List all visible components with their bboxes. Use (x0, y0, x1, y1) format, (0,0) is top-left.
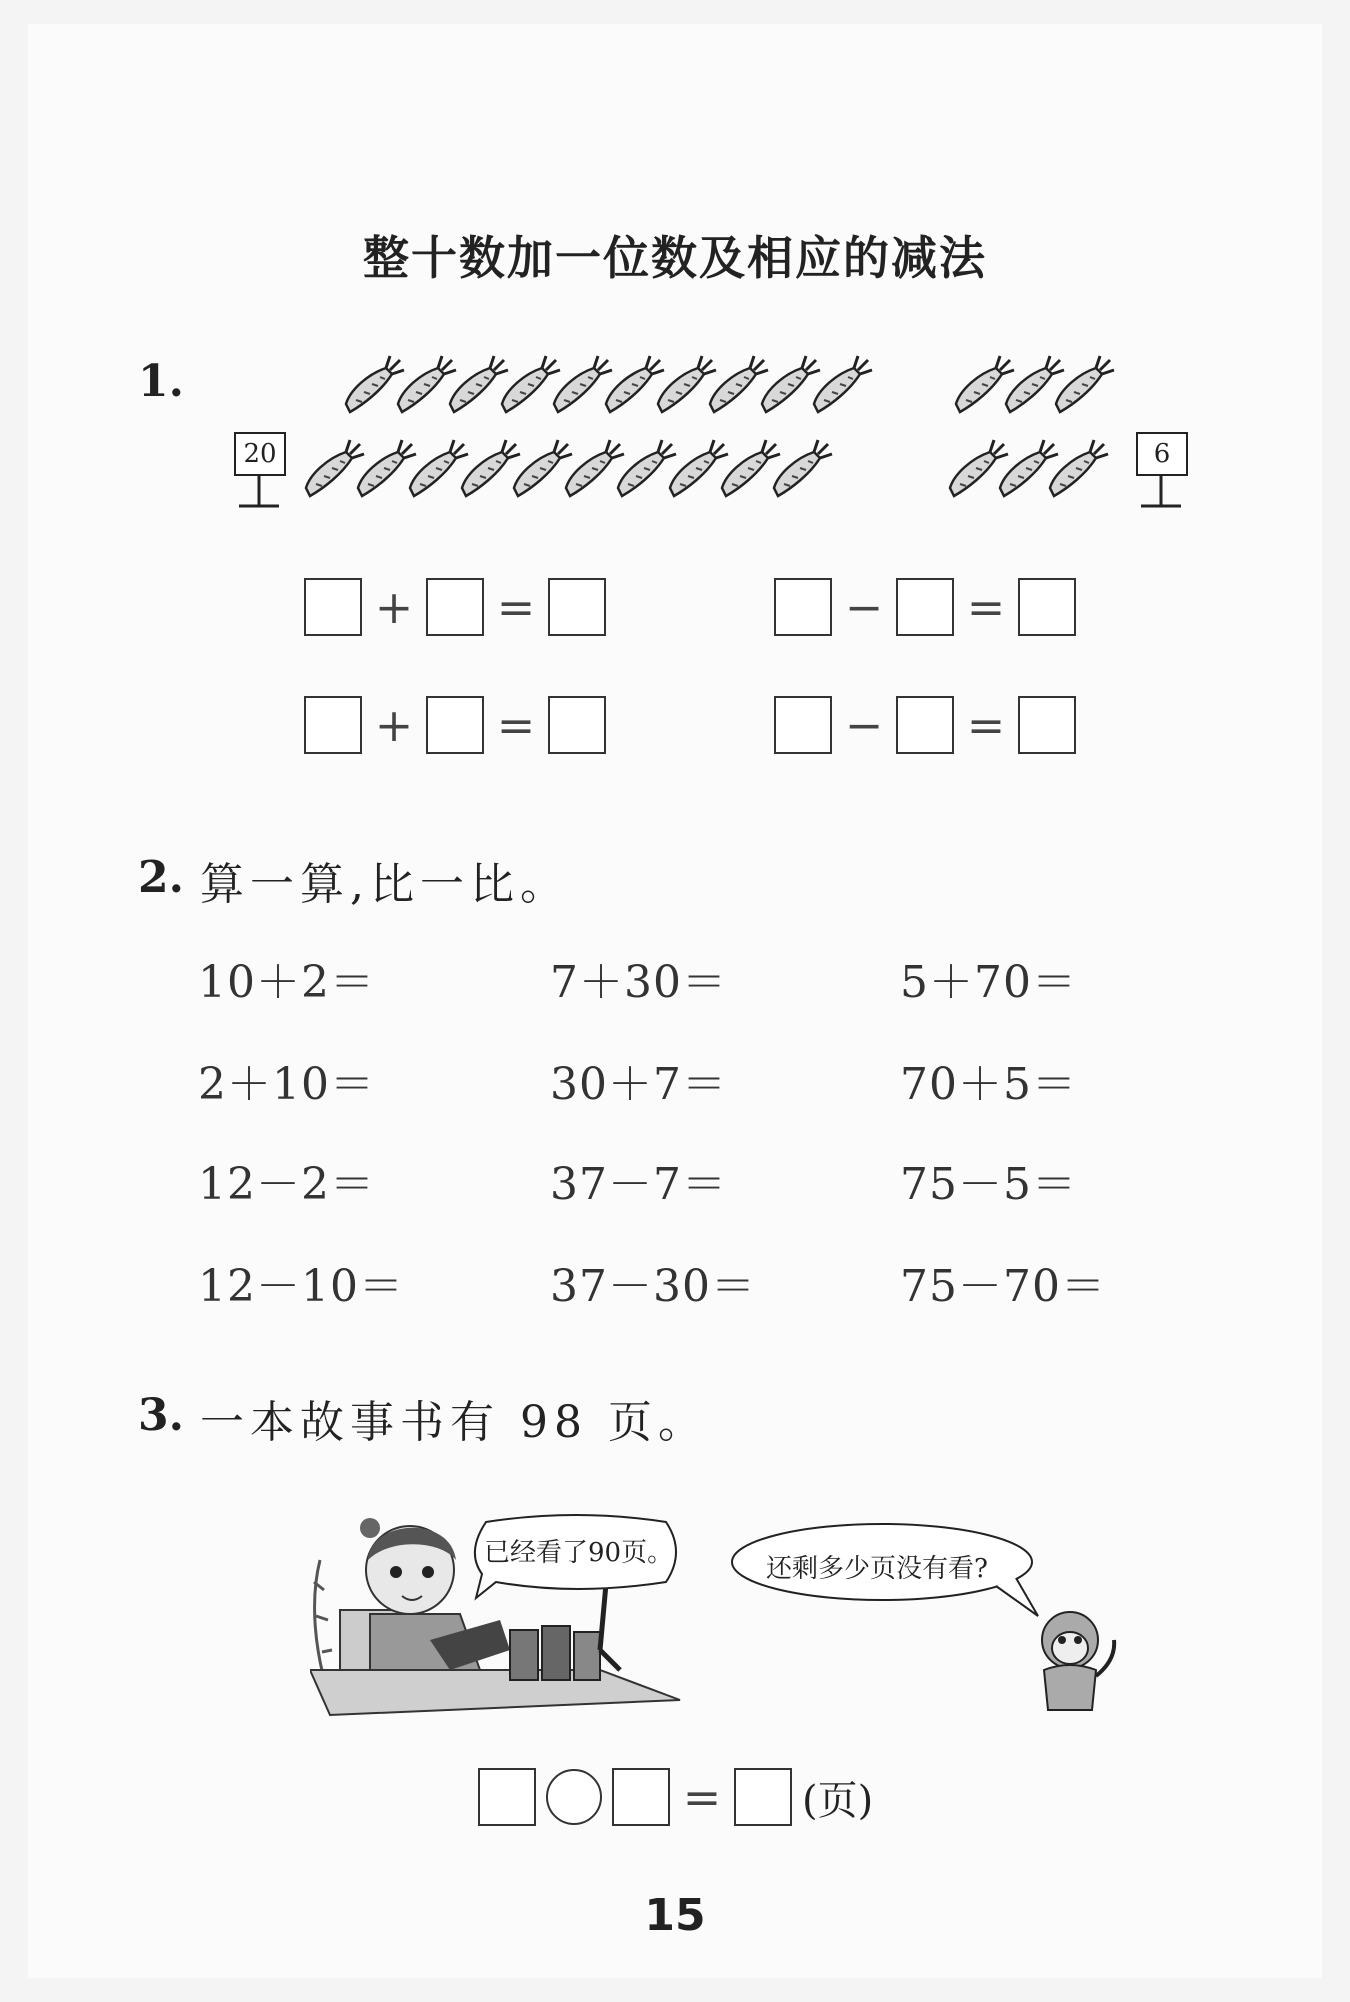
q1-addition-row-1 (304, 578, 606, 636)
calc-item: 30＋7＝ (550, 1059, 727, 1110)
equals-sign: = (966, 580, 1006, 634)
carrot-row-top-tens (346, 356, 872, 412)
sign-left-label: 20 (234, 432, 286, 476)
calc-item: 75－70＝ (900, 1261, 1106, 1312)
answer-box[interactable] (304, 578, 362, 636)
operator-circle[interactable] (546, 1769, 602, 1825)
sign-left (234, 432, 286, 517)
equals-sign: = (966, 698, 1006, 752)
question-2-text: 算一算,比一比。 (200, 859, 570, 910)
sign-right-post (1136, 476, 1186, 510)
calc-item: 12－2＝ (198, 1159, 375, 1210)
equals-sign: = (496, 698, 536, 752)
calc-item: 70＋5＝ (900, 1059, 1077, 1110)
equals-sign: = (496, 580, 536, 634)
q1-addition-row-2 (304, 696, 606, 754)
answer-box[interactable] (774, 696, 832, 754)
minus-sign: − (844, 580, 884, 634)
unit-label: (页) (802, 1777, 874, 1824)
equals-sign: = (682, 1770, 722, 1824)
q3-answer-equation (478, 1768, 873, 1826)
answer-box[interactable] (896, 578, 954, 636)
calc-item: 5＋70＝ (900, 957, 1077, 1008)
answer-box[interactable] (612, 1768, 670, 1826)
monkey-speech-text: 还剩多少页没有看? (766, 1554, 988, 1584)
calc-item: 10＋2＝ (198, 957, 375, 1008)
answer-box[interactable] (426, 696, 484, 754)
answer-box[interactable] (478, 1768, 536, 1826)
answer-box[interactable] (774, 578, 832, 636)
answer-box[interactable] (1018, 696, 1076, 754)
minus-sign: − (844, 698, 884, 752)
q1-subtraction-row-1 (774, 578, 1076, 636)
question-2-number: 2. (138, 852, 184, 903)
question-3-number: 3. (138, 1390, 184, 1441)
question-1-number: 1. (138, 356, 184, 407)
answer-box[interactable] (896, 696, 954, 754)
calc-item: 12－10＝ (198, 1261, 404, 1312)
monkey-illustration (1020, 1600, 1130, 1720)
plus-sign: + (374, 580, 414, 634)
answer-box[interactable] (1018, 578, 1076, 636)
answer-box[interactable] (426, 578, 484, 636)
calc-item: 2＋10＝ (198, 1059, 375, 1110)
answer-box[interactable] (304, 696, 362, 754)
sign-right-label: 6 (1136, 432, 1188, 476)
calc-item: 7＋30＝ (550, 957, 727, 1008)
carrot-row-bottom-tens (306, 440, 832, 496)
sign-right (1136, 432, 1188, 517)
plus-sign: + (374, 698, 414, 752)
girl-speech-text: 已经看了90页。 (484, 1538, 674, 1568)
answer-box[interactable] (548, 578, 606, 636)
calc-item: 75－5＝ (900, 1159, 1077, 1210)
answer-box[interactable] (548, 696, 606, 754)
question-3-text: 一本故事书有 98 页。 (200, 1397, 708, 1448)
carrot-group-ones (950, 356, 1114, 496)
answer-box[interactable] (734, 1768, 792, 1826)
sign-left-post (234, 476, 284, 510)
page-title: 整十数加一位数及相应的减法 (363, 231, 987, 285)
calc-item: 37－7＝ (550, 1159, 727, 1210)
page-number: 15 (644, 1890, 706, 1941)
q1-subtraction-row-2 (774, 696, 1076, 754)
calc-item: 37－30＝ (550, 1261, 756, 1312)
